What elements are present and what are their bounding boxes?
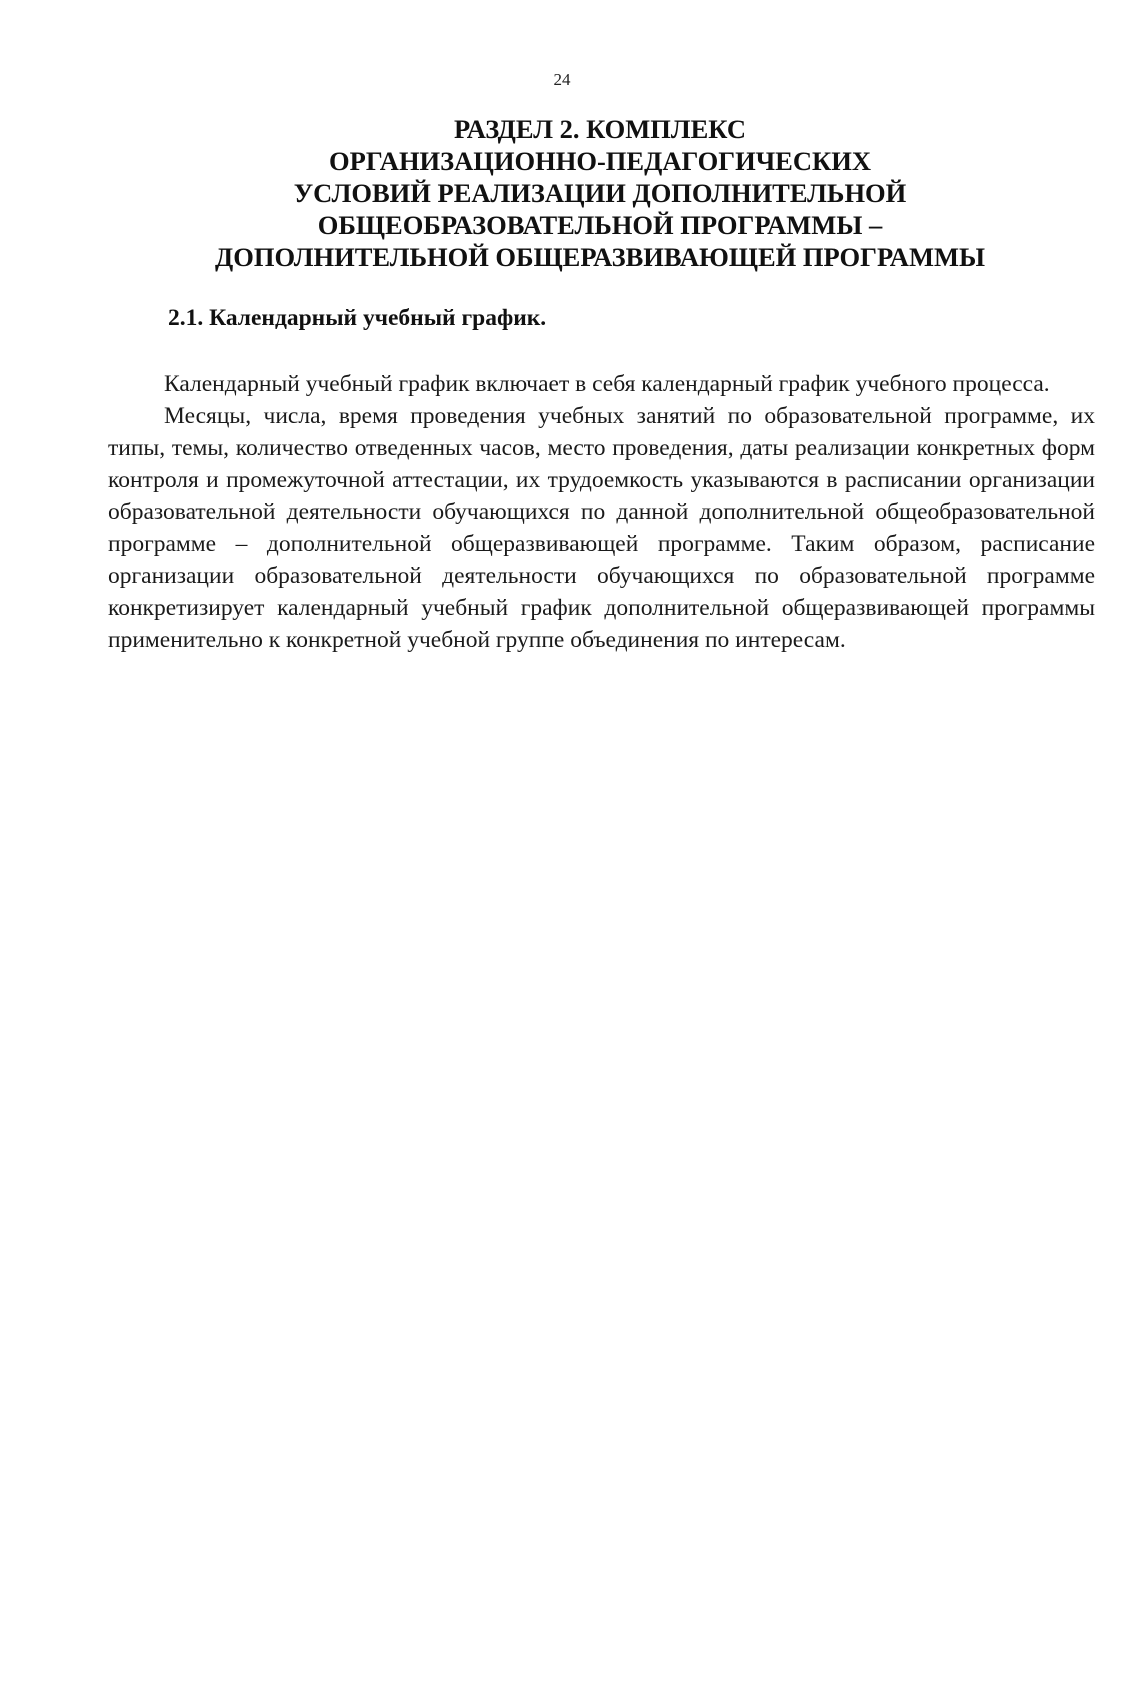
section-title-line: ДОПОЛНИТЕЛЬНОЙ ОБЩЕРАЗВИВАЮЩЕЙ ПРОГРАММЫ — [214, 242, 985, 272]
section-title — [140, 113, 1060, 273]
subsection-title: 2.1. Календарный учебный график. — [168, 305, 547, 331]
section-title-line: РАЗДЕЛ 2. КОМПЛЕКС — [454, 114, 746, 144]
paragraph: Месяцы, числа, время проведения учебных занятий по образовательной программе, их типы, темы, количество отведенных часов, место проведения, даты реализации конкретных форм контроля и промежуточной аттестации, их трудоемкость указываются в расписании организации образовательной деятельности обучающихся по данной дополнительной общеобразовательной программе – дополнительной общеразвивающей программе. Таким образом, расписание организации образовательной деятельности обучающихся по образовательной программе конкретизирует календарный учебный график дополнительной общеразвивающей программы применительно к конкретной учебной группе объединения по интересам. — [108, 403, 1095, 653]
section-title-line: ОБЩЕОБРАЗОВАТЕЛЬНОЙ ПРОГРАММЫ – — [317, 210, 883, 240]
paragraph: Календарный учебный график включает в себя календарный график учебного процесса. — [164, 371, 1050, 397]
section-title-line: ОРГАНИЗАЦИОННО-ПЕДАГОГИЧЕСКИХ — [329, 146, 871, 176]
section-title-line: УСЛОВИЙ РЕАЛИЗАЦИИ ДОПОЛНИТЕЛЬНОЙ — [293, 178, 907, 208]
body-text — [108, 368, 1095, 656]
page-number: 24 — [553, 70, 571, 89]
